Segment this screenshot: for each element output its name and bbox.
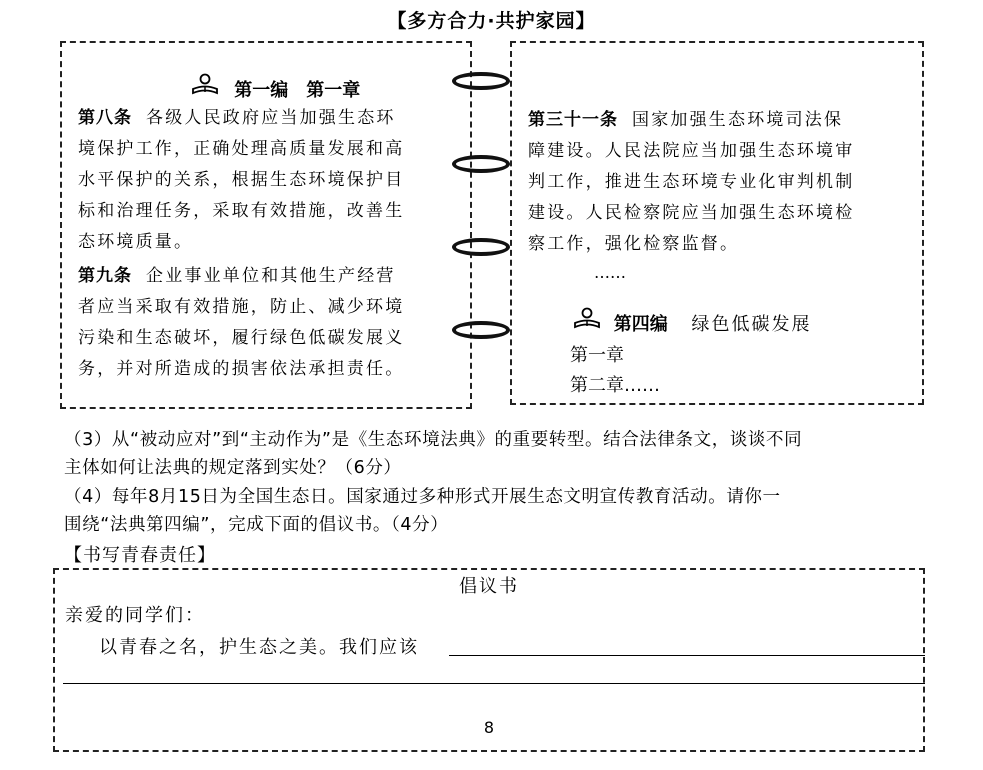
article-line: 建设。人民检察院应当加强生态环境检: [528, 203, 855, 223]
answer-line[interactable]: [449, 655, 925, 656]
section-title: 【多方合力·共护家园】: [387, 10, 596, 32]
proposal-letter-box: [53, 568, 925, 752]
binder-ring: [452, 321, 510, 339]
article-line: 标和治理任务，采取有效措施，改善生: [78, 201, 405, 221]
proposal-title: 倡议书: [459, 576, 519, 597]
article-line: 务，并对所造成的损害依法承担责任。: [78, 359, 405, 379]
question-line: 围绕“法典第四编”，完成下面的倡议书。（4分）: [64, 515, 449, 535]
question-3: [64, 426, 934, 482]
question-line: （3）从“被动应对”到“主动作为”是《生态环境法典》的重要转型。结合法律条文，谈谈不同: [64, 430, 803, 450]
article-line: 国家加强生态环境司法保: [632, 110, 844, 130]
chapter-item: 第一章: [570, 345, 624, 366]
article-label: 第八条: [78, 108, 132, 128]
article-line: 察工作，强化检察监督。: [528, 234, 740, 254]
right-law-panel: [510, 41, 924, 405]
article-8: [78, 103, 468, 258]
article-line: 态环境质量。: [78, 232, 194, 252]
part-four-subtitle: 绿色低碳发展: [691, 313, 812, 335]
question-line: 主体如何让法典的规定落到实处？（6分）: [64, 458, 402, 478]
article-line: 水平保护的关系，根据生态环境保护目: [78, 170, 405, 190]
proposal-opening: 以青春之名，护生态之美。我们应该: [99, 637, 419, 658]
question-4: [64, 483, 934, 539]
answer-line[interactable]: [63, 683, 925, 684]
page-number: 8: [483, 718, 495, 737]
binder-ring: [452, 238, 510, 256]
article-line: 污染和生态破坏，履行绿色低碳发展义: [78, 328, 405, 348]
article-line: 判工作，推进生态环境专业化审判机制: [528, 172, 855, 192]
article-line: 者应当采取有效措施，防止、减少环境: [78, 297, 405, 317]
article-line: 境保护工作，正确处理高质量发展和高: [78, 139, 405, 159]
part-four-title: 第四编: [613, 313, 668, 335]
left-law-panel: [60, 41, 472, 409]
article-line: 企业事业单位和其他生产经营: [146, 266, 396, 286]
article-label: 第三十一条: [528, 110, 618, 130]
write-section-title: 【书写青春责任】: [64, 545, 216, 566]
question-line: （4）每年8月15日为全国生态日。国家通过多种形式开展生态文明宣传教育活动。请你一: [64, 487, 781, 507]
article-line: 各级人民政府应当加强生态环: [146, 108, 396, 128]
chapter-list: [570, 341, 660, 401]
reader-book-icon: [572, 307, 602, 338]
article-31: [528, 105, 918, 260]
right-panel-heading-row: [572, 307, 811, 338]
reader-book-icon: [190, 73, 220, 104]
proposal-greeting: 亲爱的同学们：: [65, 605, 205, 626]
left-panel-heading-row: [190, 73, 360, 104]
article-label: 第九条: [78, 266, 132, 286]
binder-ring: [452, 72, 510, 90]
left-panel-heading: 第一编 第一章: [234, 79, 361, 101]
ellipsis: ……: [594, 263, 626, 282]
chapter-item: 第二章……: [570, 375, 660, 396]
article-9: [78, 261, 468, 385]
binder-ring: [452, 155, 510, 173]
article-line: 障建设。人民法院应当加强生态环境审: [528, 141, 855, 161]
